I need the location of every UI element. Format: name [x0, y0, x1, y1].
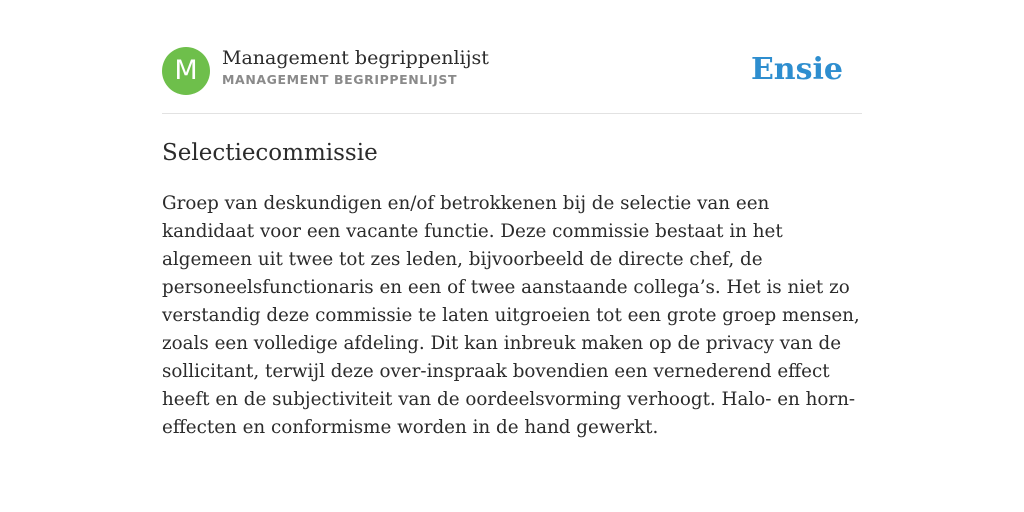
glossary-subtitle: MANAGEMENT BEGRIPPENLIJST [222, 72, 458, 87]
header [162, 46, 862, 96]
definition-text: Groep van deskundigen en/of betrokkenen bij de selectie van een kandidaat voor een vacante functie. Deze commissie bestaat in het algemeen uit twee tot zes leden, bijvoorbeeld de directe chef, de personeelsfunctionaris en een of twee aanstaande collega’s. Het is niet zo verstandig deze commissie te laten uitgroeien tot een grote groep mensen, zoals een volledige afdeling. Dit kan inbreuk maken op de privacy van de sollicitant, terwijl deze over-inspraak bovendien een vernederend effect heeft en de subjectiviteit van de oordeelsvorming verhoogt. Halo- en horn-effecten en conformisme worden in de hand gewerkt. [162, 193, 860, 438]
avatar[interactable]: M [162, 47, 210, 95]
title-block [222, 46, 489, 89]
ensie-logo[interactable]: Ensie [750, 52, 843, 87]
header-divider [162, 113, 862, 114]
glossary-title[interactable]: Management begrippenlijst [222, 47, 489, 69]
term-heading: Selectiecommissie [162, 140, 378, 166]
